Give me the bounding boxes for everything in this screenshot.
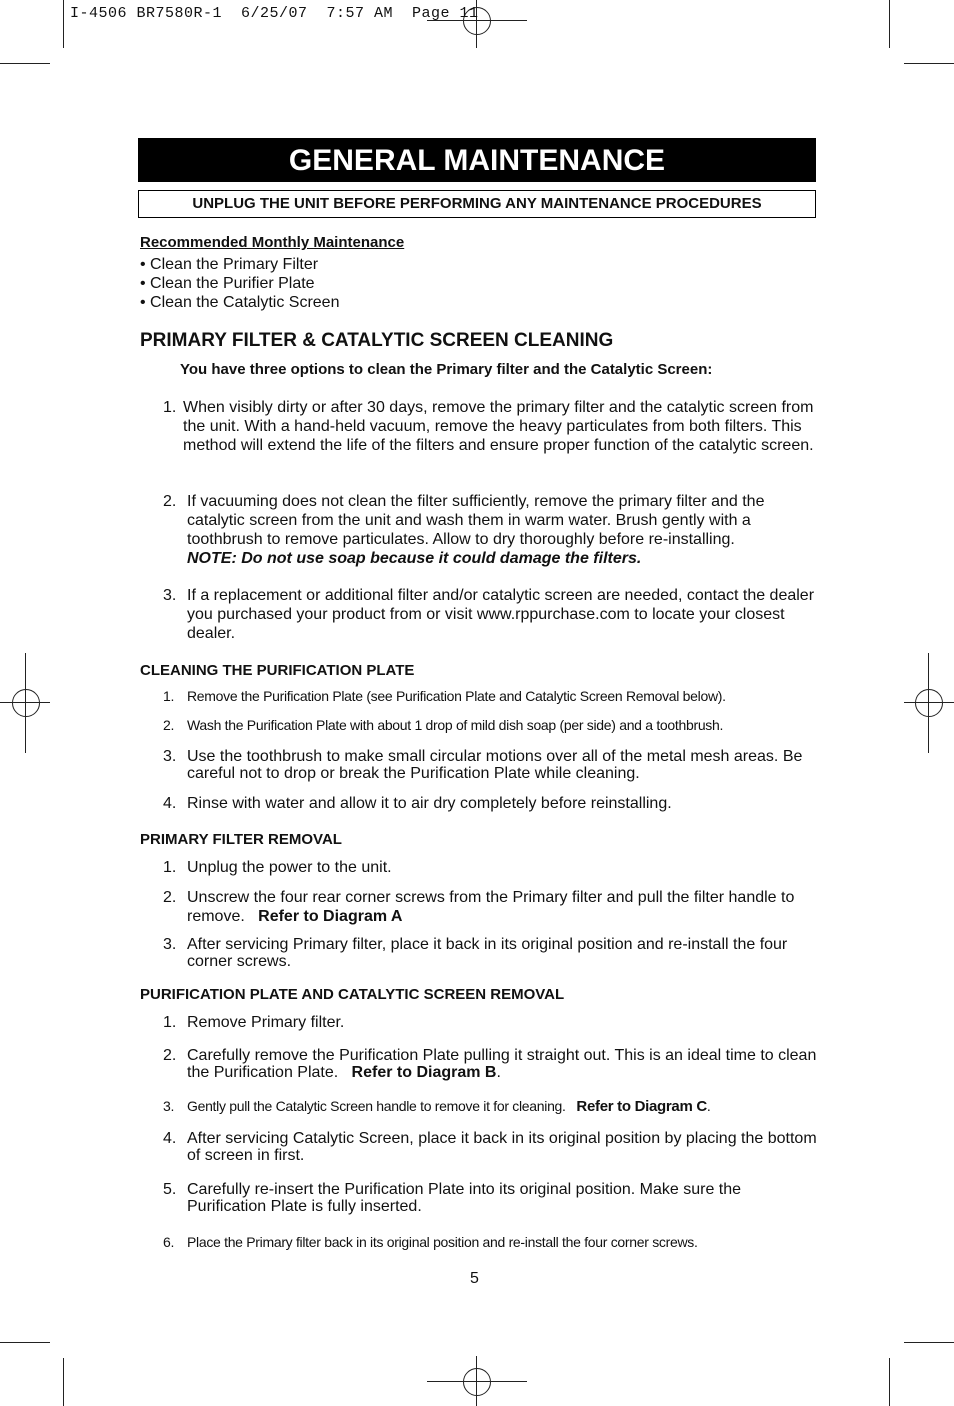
crop-mark	[889, 0, 890, 48]
step-number: 2.	[163, 717, 175, 733]
crop-mark	[904, 63, 954, 64]
step-number: 3.	[163, 748, 177, 765]
list-item	[163, 1181, 818, 1215]
step-text: Remove Primary filter.	[187, 1014, 345, 1031]
page-number: 5	[470, 1270, 479, 1287]
list-item	[163, 936, 818, 970]
step-text: Unplug the power to the unit.	[187, 859, 392, 876]
monthly-maintenance	[140, 233, 820, 312]
diagram-reference: Refer to Diagram A	[258, 908, 403, 925]
step-number: 2.	[163, 889, 177, 906]
list-item: 2. Carefully remove the Purification Plate pulling it straight out. This is an ideal time to clean the Purification Plate. Refer to Diagram B.	[163, 1047, 817, 1081]
step-text: Place the Primary filter back in its original position and re-install the four corner screws.	[187, 1234, 698, 1250]
list-item: • Clean the Purifier Plate	[140, 275, 315, 292]
step-text: Carefully re-insert the Purification Plate into its original position. Make sure the Purification Plate is fully inserted.	[187, 1181, 742, 1215]
step-number: 1.	[163, 859, 177, 876]
step-number: 1.	[163, 399, 177, 416]
step-note: NOTE: Do not use soap because it could damage the filters.	[187, 550, 642, 567]
step-text: Use the toothbrush to make small circular motions over all of the metal mesh areas. Be careful not to drop or break the Purification Plate while cleaning.	[187, 748, 803, 782]
step-text: After servicing Catalytic Screen, place it back in its original position by placing the bottom of screen in first.	[187, 1130, 817, 1164]
page-title: GENERAL MAINTENANCE	[138, 138, 816, 182]
crop-mark	[904, 1342, 954, 1343]
step-number: 3.	[163, 936, 177, 953]
step-number: 2.	[163, 1047, 177, 1064]
print-slug: I-4506 BR7580R-1 6/25/07 7:57 AM Page 11	[70, 5, 479, 22]
list-item	[163, 1130, 818, 1164]
registration-circle	[463, 1368, 491, 1396]
step-number: 4.	[163, 1130, 177, 1147]
step-number: 1.	[163, 688, 175, 704]
section-heading-purification-cleaning: CLEANING THE PURIFICATION PLATE	[140, 662, 415, 679]
step-number: 4.	[163, 795, 177, 812]
registration-circle	[12, 689, 40, 717]
section-heading-filter-removal: PRIMARY FILTER REMOVAL	[140, 831, 342, 848]
diagram-reference: Refer to Diagram B	[351, 1064, 497, 1081]
crop-mark	[63, 1358, 64, 1406]
crop-mark	[0, 63, 50, 64]
unplug-warning: UNPLUG THE UNIT BEFORE PERFORMING ANY MAINTENANCE PROCEDURES	[138, 190, 816, 218]
monthly-list	[140, 255, 820, 312]
crop-mark	[63, 0, 64, 48]
step-text: Rinse with water and allow it to air dry completely before reinstalling.	[187, 795, 672, 812]
diagram-reference: Refer to Diagram C	[576, 1098, 707, 1115]
list-item	[163, 716, 818, 735]
crop-mark	[0, 1342, 50, 1343]
list-item	[163, 1013, 818, 1032]
monthly-heading: Recommended Monthly Maintenance	[140, 234, 405, 251]
list-item: 3. Gently pull the Catalytic Screen handle to remove it for cleaning. Refer to Diagram C.	[163, 1098, 711, 1115]
step-text: If a replacement or additional filter and/or catalytic screen are needed, contact the dealer you purchased your product from or visit www.rppurchase.com to locate your closest dealer.	[187, 587, 815, 642]
step-text: If vacuuming does not clean the filter sufficiently, remove the primary filter and the catalytic screen from the unit and wash them in warm water. Brush gently with a toothbrush to remove particulates. Allow to dry thoroughly before re-installing.	[187, 493, 765, 548]
step-number: 3.	[163, 587, 177, 604]
section-heading-plate-removal: PURIFICATION PLATE AND CATALYTIC SCREEN REMOVAL	[140, 986, 565, 1003]
step-text: After servicing Primary filter, place it back in its original position and re-install the four corner screws.	[187, 936, 788, 970]
list-item: • Clean the Primary Filter	[140, 256, 319, 273]
step-text: Unscrew the four rear corner screws from the Primary filter and pull the filter handle to remove.	[187, 889, 795, 925]
list-item	[163, 586, 818, 643]
list-item	[163, 858, 818, 877]
list-item	[163, 748, 818, 782]
step-text: When visibly dirty or after 30 days, remove the primary filter and the catalytic screen from the unit. With a hand-held vacuum, remove the heavy particulates from both filters. This method will extend the life of the filters and ensure proper function of the catalytic screen.	[183, 399, 814, 454]
step-text: Gently pull the Catalytic Screen handle to remove it for cleaning.	[187, 1098, 566, 1114]
step-text: Carefully remove the Purification Plate pulling it straight out. This is an ideal time to clean the Purification Plate.	[187, 1047, 817, 1081]
step-number: 2.	[163, 493, 177, 510]
section-heading-primary-cleaning: PRIMARY FILTER & CATALYTIC SCREEN CLEANING	[140, 330, 614, 351]
step-number: 5.	[163, 1181, 177, 1198]
list-item	[163, 687, 818, 706]
step-number: 1.	[163, 1014, 177, 1031]
step-number: 6.	[163, 1234, 175, 1250]
step-text: Wash the Purification Plate with about 1 drop of mild dish soap (per side) and a toothbrush.	[187, 717, 724, 733]
list-item: • Clean the Catalytic Screen	[140, 294, 340, 311]
list-item	[163, 398, 818, 455]
list-item	[163, 1233, 818, 1252]
step-number: 3.	[163, 1098, 175, 1114]
cleaning-intro: You have three options to clean the Primary filter and the Catalytic Screen:	[180, 361, 713, 378]
step-text: Remove the Purification Plate (see Purification Plate and Catalytic Screen Removal below).	[187, 688, 726, 704]
list-item	[163, 888, 818, 926]
registration-circle	[915, 689, 943, 717]
crop-mark	[889, 1358, 890, 1406]
list-item	[163, 492, 818, 568]
list-item	[163, 794, 818, 813]
